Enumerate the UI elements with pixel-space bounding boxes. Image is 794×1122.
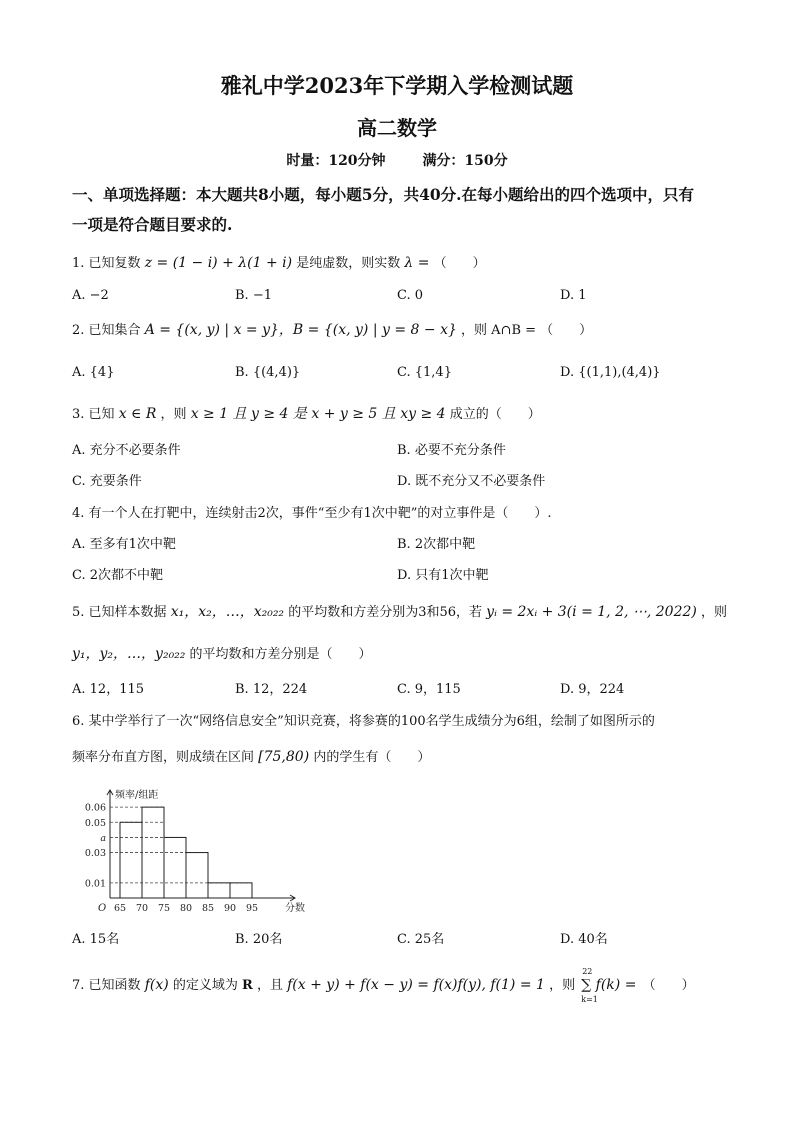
- q6-option-b: B. 20名: [235, 932, 283, 947]
- y-axis-label: 频率/组距: [115, 790, 159, 801]
- q7-mid1: 的定义域为: [172, 978, 238, 993]
- q7-summation: [581, 967, 637, 1004]
- section-heading-line2: 一项是符合题目要求的.: [72, 215, 233, 234]
- y-tick-label-0.03: 0.03: [84, 848, 106, 860]
- q1-option-a: A. −2: [72, 288, 109, 303]
- q2-option-d: D. {(1,1),(4,4)}: [560, 365, 661, 380]
- q3-post: 成立的（ ）: [449, 407, 541, 422]
- q7-sum: ∑ f(k) =: [581, 977, 637, 993]
- q3-expr: x ∈ R: [118, 406, 157, 422]
- q4-option-d: D. 只有1次中靶: [397, 568, 489, 583]
- q3-option-b: B. 必要不充分条件: [397, 443, 506, 458]
- q1-option-c: C. 0: [397, 288, 424, 303]
- q3-option-a: A. 充分不必要条件: [72, 443, 181, 458]
- q7-fx: f(x): [144, 977, 169, 993]
- q3-option-d: D. 既不充分又不必要条件: [397, 474, 546, 489]
- bar-[85,90): [208, 883, 230, 898]
- q5-line2-vars: y₁，y₂，…，y₂₀₂₂: [72, 646, 186, 662]
- x-tick-label-80: 80: [179, 903, 193, 914]
- q3-mid: ，则: [160, 407, 187, 422]
- exam-title: 雅礼中学2023年下学期入学检测试题: [220, 73, 574, 98]
- q1-option-d: D. 1: [560, 288, 587, 303]
- q2-option-a: A. {4}: [72, 365, 115, 380]
- q5-option-d: D. 9，224: [560, 682, 625, 697]
- q6-option-a: A. 15名: [72, 932, 120, 947]
- question-6-line1: 6. 某中学举行了一次“网络信息安全”知识竞赛，将参赛的100名学生成绩分为6组，绘制了如图所示的: [72, 714, 655, 729]
- x-tick-label-90: 90: [223, 903, 237, 914]
- q7-expr: f(x + y) + f(x − y) = f(x)f(y), f(1) = 1: [287, 977, 545, 993]
- x-axis-label: 分数: [285, 903, 305, 914]
- exam-subject: 高二数学: [357, 116, 437, 140]
- q7-pre: 7. 已知函数: [72, 978, 141, 993]
- q6-line2-post: 内的学生有（ ）: [313, 750, 431, 765]
- bar-[90,95): [230, 883, 252, 898]
- q4-option-b: B. 2次都中靶: [397, 537, 476, 552]
- y-tick-label-0.01: 0.01: [84, 878, 106, 890]
- q6-option-c: C. 25名: [397, 932, 445, 947]
- q2-option-c: C. {1,4}: [397, 365, 452, 380]
- q5-option-b: B. 12，224: [235, 682, 308, 697]
- q4-option-c: C. 2次都不中靶: [72, 568, 164, 583]
- section-heading-line1: 一、单项选择题：本大题共8小题，每小题5分，共40分.在每小题给出的四个选项中，只有: [72, 185, 695, 204]
- exam-info: [0, 150, 794, 170]
- q1-post: （ ）: [433, 256, 486, 271]
- q1-expr2: λ =: [404, 255, 430, 271]
- q5-line1-mid: 的平均数和方差分别为3和56，若: [288, 605, 483, 620]
- q1-mid: 是纯虚数，则实数: [296, 256, 401, 271]
- question-2: [72, 321, 722, 340]
- question-3: [72, 405, 722, 424]
- q5-line1-pre: 5. 已知样本数据: [72, 605, 167, 620]
- full-score: 满分：150分: [422, 153, 508, 169]
- question-5-line1: [72, 603, 728, 622]
- q3-option-c: C. 充要条件: [72, 474, 142, 489]
- q7-R: R: [242, 978, 253, 993]
- q7-mid2: ，且: [256, 978, 283, 993]
- section-heading: [72, 180, 722, 240]
- question-5-line2: [72, 645, 722, 664]
- time-limit: 时量：120分钟: [286, 153, 386, 169]
- x-tick-label-75: 75: [157, 903, 171, 914]
- q1-pre: 1. 已知复数: [72, 256, 141, 271]
- q3-pre: 3. 已知: [72, 407, 115, 422]
- q3-expr2: x ≥ 1 且 y ≥ 4 是 x + y ≥ 5 且 xy ≥ 4: [190, 406, 446, 422]
- q5-line2-post: 的平均数和方差分别是（ ）: [189, 647, 372, 662]
- q1-option-b: B. −1: [235, 288, 272, 303]
- bar-[80,85): [186, 853, 208, 898]
- q6-line2-expr: [75,80): [258, 749, 310, 765]
- q7-post: （ ）: [642, 978, 695, 993]
- q5-option-c: C. 9，115: [397, 682, 461, 697]
- question-6-line2: [72, 748, 722, 767]
- bar-[75,80): [164, 837, 186, 898]
- frequency-histogram: [70, 780, 310, 920]
- q5-line1-vars: x₁，x₂，…，x₂₀₂₂: [170, 604, 285, 620]
- q7-sum-top: 22: [582, 967, 593, 976]
- x-tick-label-95: 95: [245, 903, 259, 914]
- x-tick-label-65: 65: [113, 903, 127, 914]
- y-tick-label-0.05: 0.05: [84, 817, 106, 829]
- q5-line1-expr: yᵢ = 2xᵢ + 3(i = 1, 2, ⋯, 2022): [486, 604, 697, 620]
- q7-mid3: ，则: [549, 978, 576, 993]
- q5-line1-post: ，则: [701, 605, 728, 620]
- q6-line2-pre: 频率分布直方图，则成绩在区间: [72, 750, 255, 765]
- y-tick-label-0.06: 0.06: [84, 802, 106, 814]
- question-4: 4. 有一个人在打靶中，连续射击2次，事件“至少有1次中靶”的对立事件是（ ）.: [72, 506, 552, 521]
- q7-sum-bottom: k=1: [581, 995, 598, 1004]
- q4-option-a: A. 至多有1次中靶: [72, 537, 176, 552]
- x-tick-label-85: 85: [201, 903, 215, 914]
- bar-[65,70): [120, 822, 142, 898]
- q2-post: ，则 A∩B = （ ）: [461, 323, 593, 338]
- q2-option-b: B. {(4,4)}: [235, 365, 301, 380]
- q2-expr: A = {(x, y) | x = y}，B = {(x, y) | y = 8 − x}: [144, 322, 457, 338]
- origin-label: O: [98, 903, 107, 914]
- y-tick-label-a: a: [100, 832, 106, 844]
- q5-option-a: A. 12，115: [72, 682, 145, 697]
- q1-expr: z = (1 − i) + λ(1 + i): [144, 255, 293, 271]
- q2-pre: 2. 已知集合: [72, 323, 141, 338]
- q6-option-d: D. 40名: [560, 932, 608, 947]
- x-tick-label-70: 70: [135, 903, 149, 914]
- question-7: [72, 967, 722, 1004]
- question-1: [72, 254, 722, 273]
